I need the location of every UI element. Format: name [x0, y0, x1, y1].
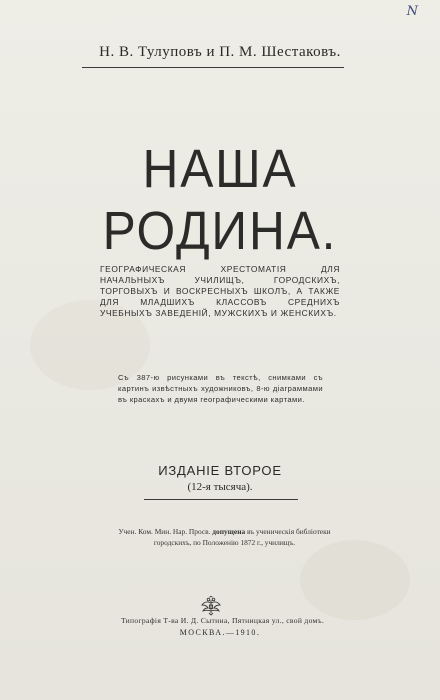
authors: Н. В. Тулуповъ и П. М. Шестаковъ.: [99, 44, 341, 60]
handwritten-corner-mark: N: [406, 4, 418, 19]
city-year: МОСКВА.—1910.: [179, 628, 261, 637]
approval-suffix: въ ученическія библіотеки городскихъ, по Положенію 1872 г., училищъ.: [153, 527, 331, 547]
book-title: НАША РОДИНА.: [102, 139, 338, 261]
paper-stain: [300, 540, 410, 620]
print-run: (12-я тысяча).: [187, 481, 253, 493]
approval-prefix: Учен. Ком. Мин. Нар. Просв.: [118, 527, 213, 536]
approval-bold: допущена: [212, 527, 246, 536]
illustrations-note: Съ 387-ю рисунками въ текстѣ, снимками съ картинъ извѣстныхъ художниковъ, 8-ю діаграммами въ краскахъ и двумя географическими картами.: [118, 373, 323, 404]
approval-note: [112, 526, 337, 548]
printer-line: Типографія Т-ва И. Д. Сытина, Пятницкая ул., свой домъ.: [120, 616, 325, 625]
authors-underline: [82, 67, 344, 68]
edition-label: ИЗДАНІЕ ВТОРОЕ: [158, 463, 282, 478]
edition-rule-bottom: [144, 499, 298, 500]
book-description: ГЕОГРАФИЧЕСКАЯ ХРЕСТОМАТІЯ ДЛЯ НАЧАЛЬНЫХЪ УЧИЛИЩЪ, ГОРОДСКИХЪ, ТОРГОВЫХЪ И ВОСКРЕСНЫХЪ ШКОЛЪ, А ТАКЖЕ ДЛЯ МЛАДШИХЪ КЛАССОВЪ СРЕДНИХЪ УЧЕБНЫХЪ ЗАВЕДЕНІЙ, МУЖСКИХЪ И ЖЕНСКИХЪ.: [100, 264, 340, 318]
double-headed-eagle-icon: [199, 596, 223, 616]
